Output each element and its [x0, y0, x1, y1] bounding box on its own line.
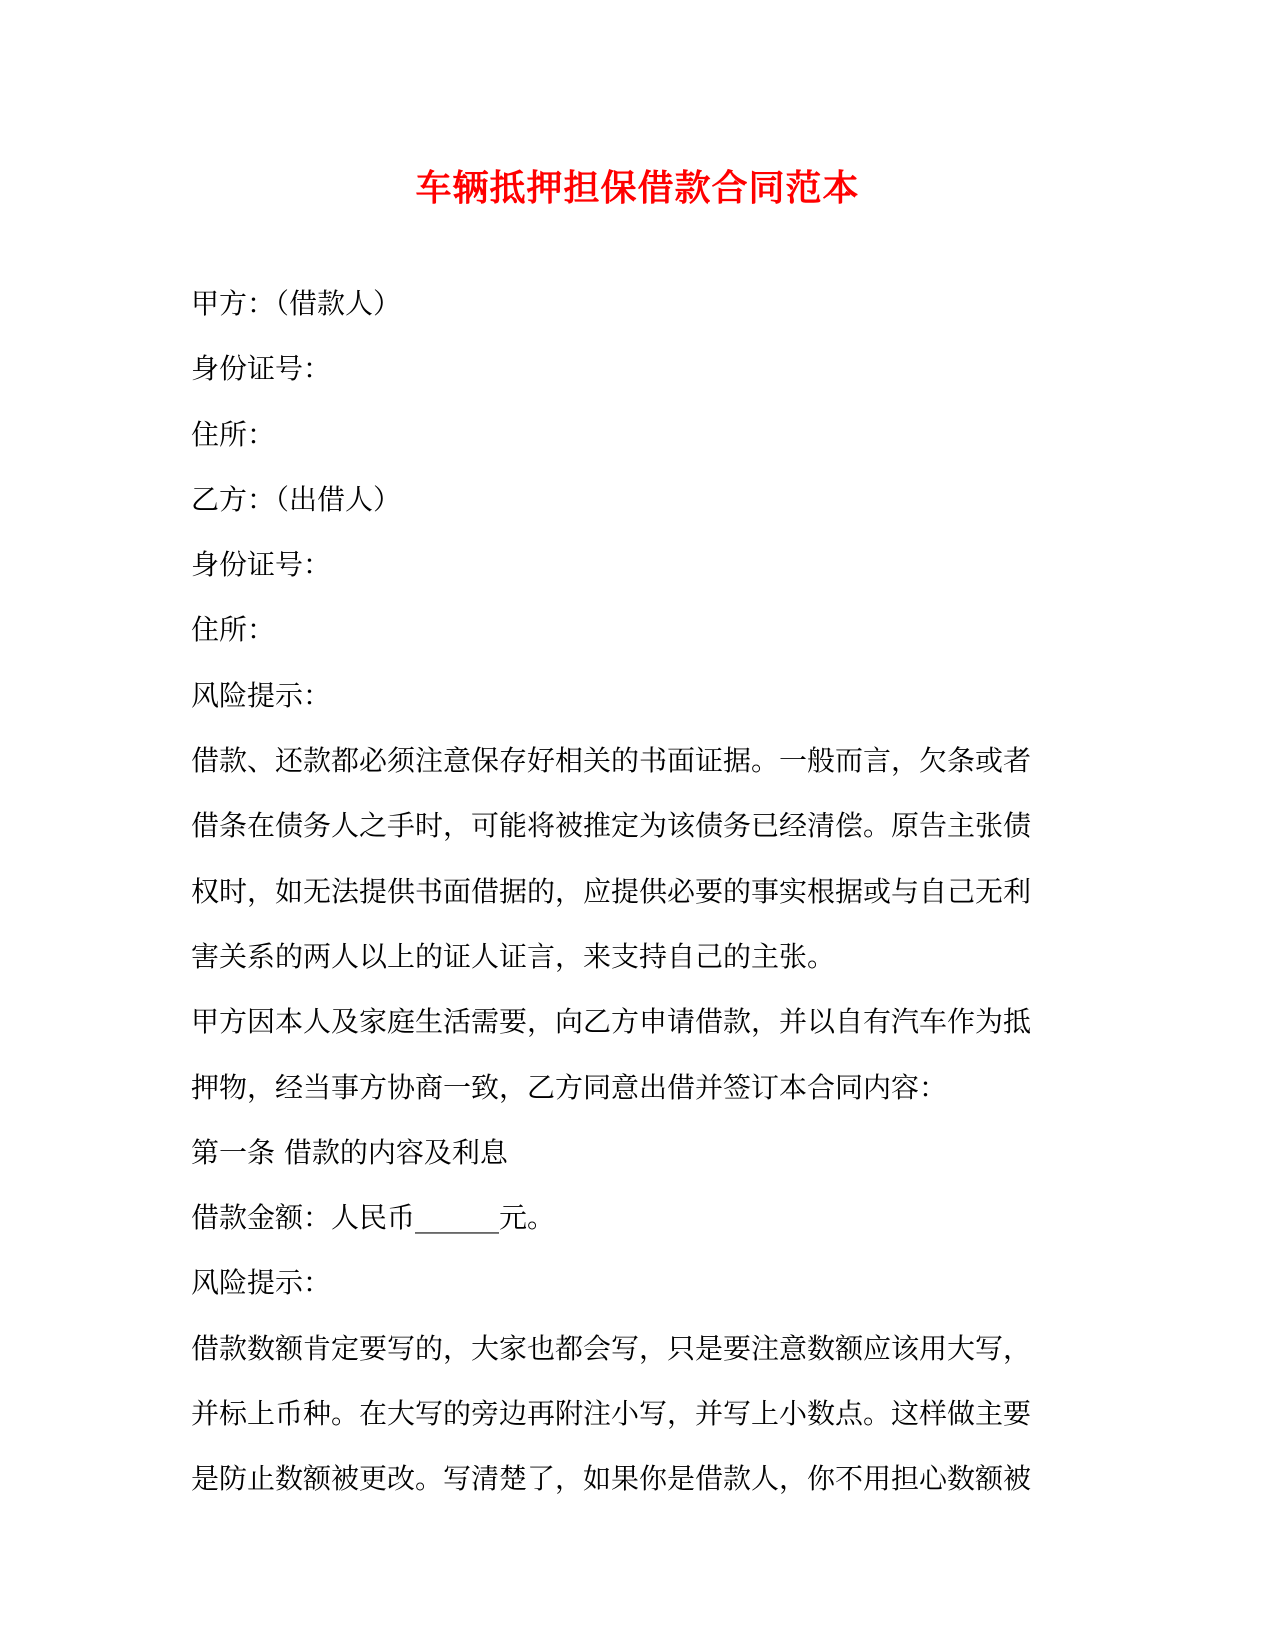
paragraph-line: 是防止数额被更改。写清楚了，如果你是借款人，你不用担心数额被 [191, 1462, 1032, 1496]
risk-notice-heading: 风险提示： [191, 1266, 332, 1300]
loan-amount-line: 借款金额：人民币______元。 [191, 1201, 556, 1235]
paragraph-line: 害关系的两人以上的证人证言，来支持自己的主张。 [191, 939, 836, 973]
party-a-address: 住所： [191, 417, 276, 451]
party-b-label: 乙方：（出借人） [191, 482, 402, 516]
article-one-heading: 第一条 借款的内容及利息 [191, 1135, 508, 1169]
paragraph-line: 并标上币种。在大写的旁边再附注小写，并写上小数点。这样做主要 [191, 1397, 1032, 1431]
party-a-label: 甲方：（借款人） [191, 287, 402, 320]
paragraph-line: 甲方因本人及家庭生活需要，向乙方申请借款，并以自有汽车作为抵 [191, 1005, 1032, 1039]
party-b-address: 住所： [191, 613, 276, 647]
party-b-id-number: 身份证号： [191, 548, 332, 582]
paragraph-line: 借条在债务人之手时，可能将被推定为该债务已经清偿。原告主张债 [191, 809, 1032, 843]
paragraph-line: 借款数额肯定要写的，大家也都会写，只是要注意数额应该用大写， [191, 1331, 1032, 1365]
document-body [191, 284, 1071, 1525]
document-title: 车辆抵押担保借款合同范本 [415, 167, 860, 209]
paragraph-line: 借款、还款都必须注意保存好相关的书面证据。一般而言，欠条或者 [191, 744, 1032, 778]
paragraph-line: 权时，如无法提供书面借据的，应提供必要的事实根据或与自己无利 [191, 874, 1032, 908]
paragraph-line: 押物，经当事方协商一致，乙方同意出借并签订本合同内容： [191, 1070, 948, 1104]
risk-notice-heading: 风险提示： [191, 678, 332, 712]
party-a-id-number: 身份证号： [191, 352, 332, 386]
